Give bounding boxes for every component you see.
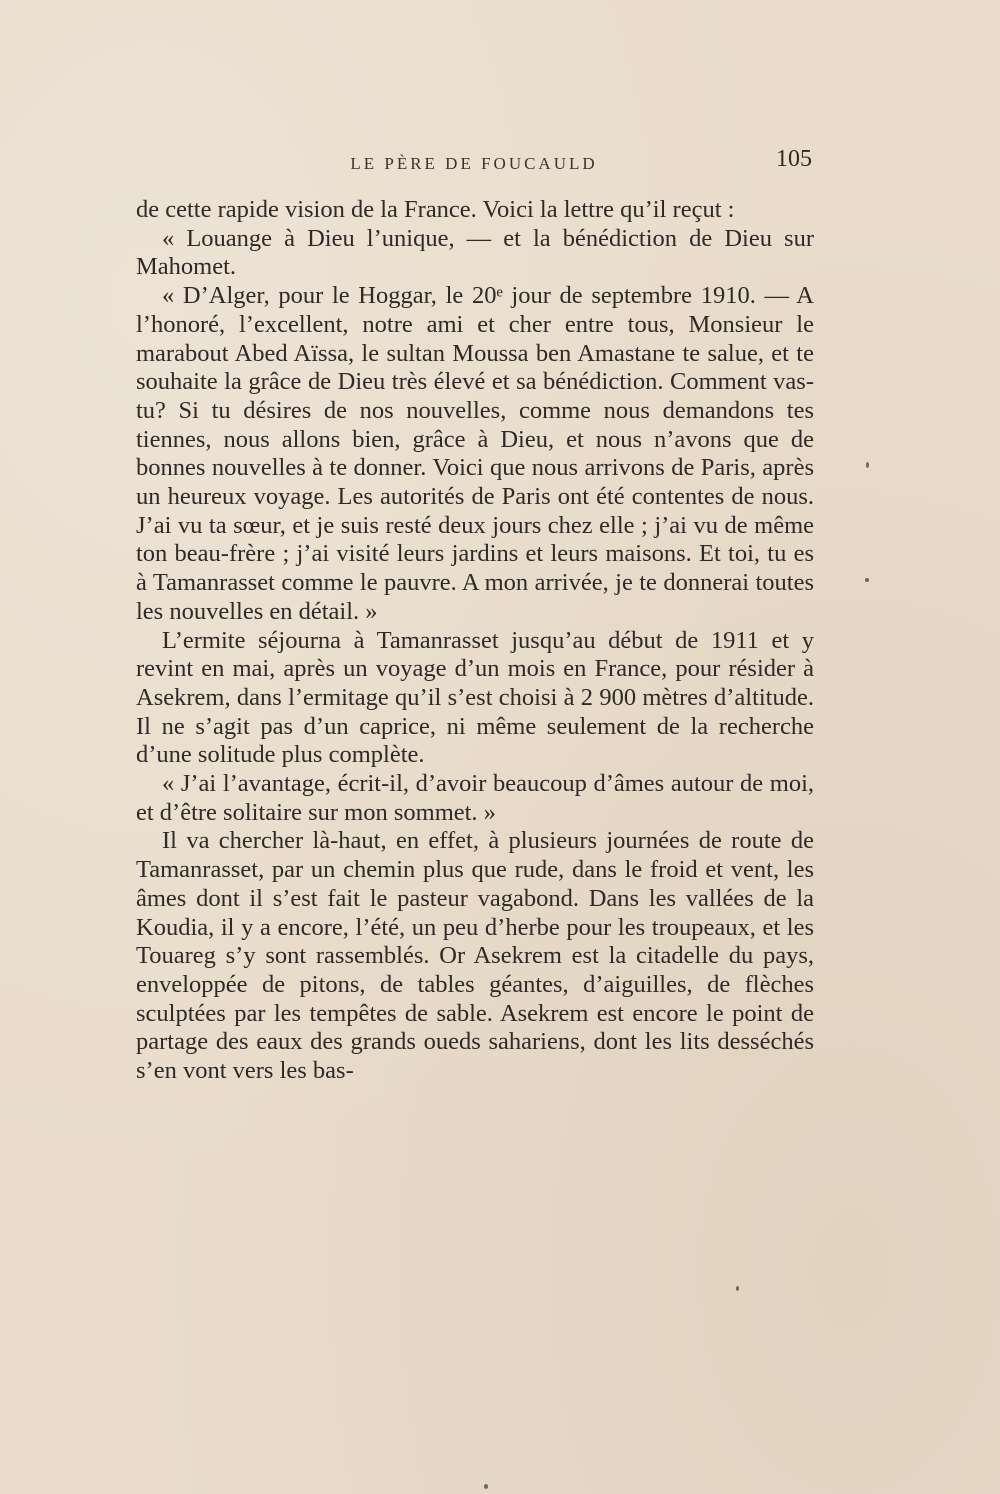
paragraph: « D’Alger, pour le Hoggar, le 20ᵉ jour de septembre 1910. — A l’honoré, l’excellent, notre ami et cher entre tous, Monsieur le marabout Abed Aïssa, le sultan Moussa ben Amastane te salue, et te souhaite la grâce de Dieu très élevé et sa bénédiction. Comment vas-tu? Si tu désires de nos nouvelles, comme nous demandons tes tiennes, nous allons bien, grâce à Dieu, et nous n’avons que de bonnes nouvelles à te donner. Voici que nous arrivons de Paris, après un heureux voyage. Les autorités de Paris ont été contentes de nous. J’ai vu ta sœur, et je suis resté deux jours chez elle ; j’ai vu de même ton beau-frère ; j’ai visité leurs jardins et leurs maisons. Et toi, tu es à Tamanrasset comme le pauvre. A mon arrivée, je te donnerai toutes les nouvelles en détail. »: [136, 282, 814, 625]
paragraph: L’ermite séjourna à Tamanrasset jusqu’au début de 1911 et y revint en mai, après un voyage d’un mois en France, pour résider à Asekrem, dans l’ermitage qu’il s’est choisi à 2 900 mètres d’altitude. Il ne s’agit pas d’un caprice, ni même seulement de la recherche d’une solitude plus complète.: [136, 626, 814, 769]
page-number: 105: [776, 146, 812, 172]
paragraph: Il va chercher là-haut, en effet, à plusieurs journées de route de Tamanrasset, par un chemin plus que rude, dans le froid et vent, les âmes dont il s’est fait le pasteur vagabond. Dans les vallées de la Koudia, il y a encore, l’été, un peu d’herbe pour les troupeaux, et les Touareg s’y sont rassemblés. Or Asekrem est la citadelle du pays, enveloppée de pitons, de tables géantes, d’aiguilles, de flèches sculptées par les tempêtes de sable. Asekrem est encore le point de partage des eaux des grands oueds sahariens, dont les lits desséchés s’en vont vers les bas-: [136, 827, 814, 1085]
running-head: [136, 146, 812, 180]
paragraph: de cette rapide vision de la France. Voici la lettre qu’il reçut :: [136, 196, 735, 223]
running-title: LE PÈRE DE FOUCAULD: [350, 154, 598, 173]
paragraph: « Louange à Dieu l’unique, — et la bénédiction de Dieu sur Mahomet.: [136, 224, 814, 281]
paper-speck: [865, 578, 869, 582]
paper-speck: [484, 1484, 488, 1489]
paper-speck: [866, 462, 869, 468]
paragraph: « J’ai l’avantage, écrit-il, d’avoir beaucoup d’âmes autour de moi, et d’être solitaire sur mon sommet. »: [136, 770, 814, 826]
paper-speck: [736, 1286, 739, 1291]
body-text: [136, 196, 814, 1086]
